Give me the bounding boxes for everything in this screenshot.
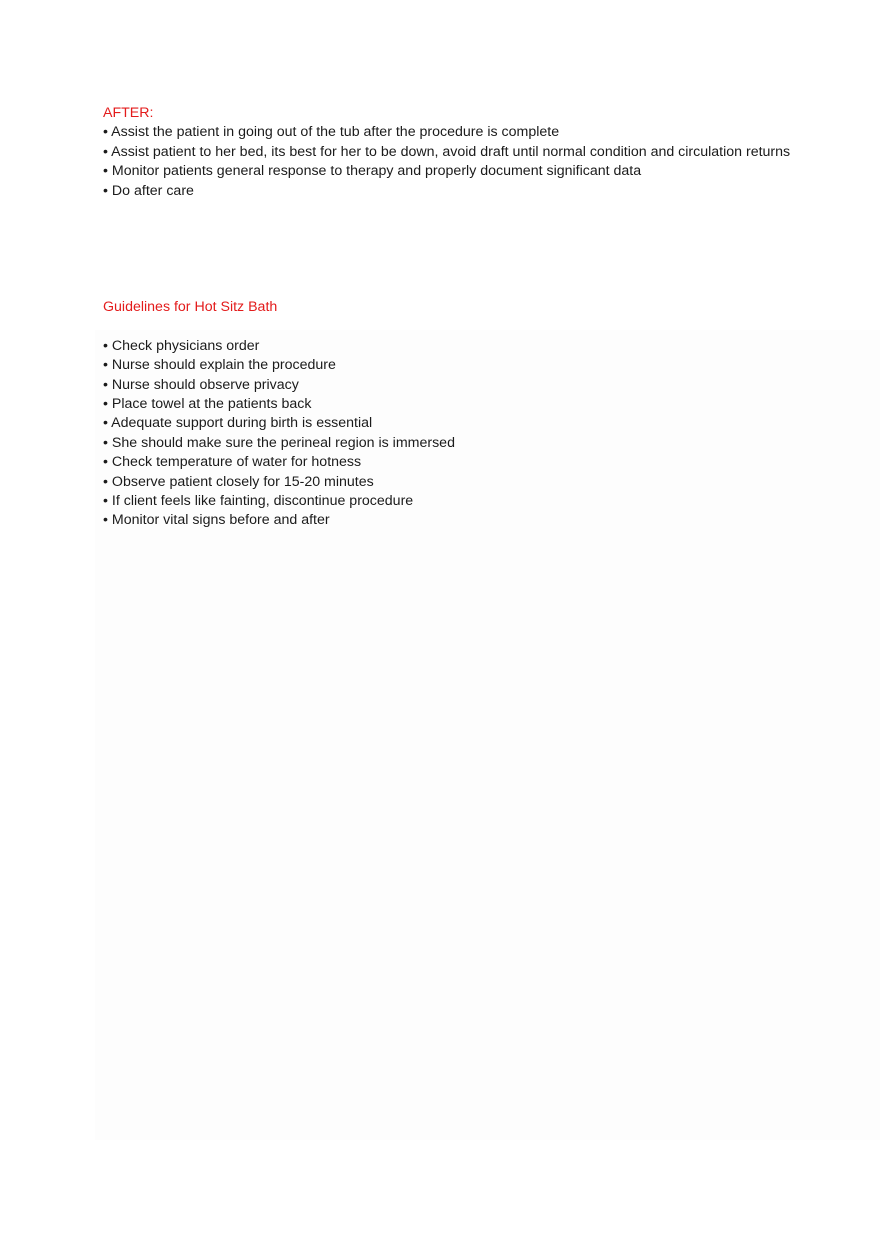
- spacer: [103, 317, 803, 336]
- list-item: [103, 182, 803, 201]
- bullet-icon: •: [103, 337, 108, 354]
- list-item: [103, 511, 803, 530]
- list-item: [103, 162, 803, 181]
- list-item: [103, 414, 803, 433]
- bullet-icon: •: [103, 512, 108, 529]
- list-item-text: Assist the patient in going out of the tub after the procedure is complete: [111, 124, 560, 141]
- list-item: [103, 492, 803, 511]
- list-item-text: Place towel at the patients back: [111, 396, 312, 413]
- list-item-text: Do after care: [111, 182, 194, 199]
- list-item-text: Check physicians order: [111, 337, 260, 354]
- list-item-text: Check temperature of water for hotness: [111, 454, 362, 471]
- bullet-icon: •: [103, 473, 108, 490]
- list-item-text: Monitor vital signs before and after: [111, 512, 330, 529]
- list-item: [103, 453, 803, 472]
- list-item: [103, 337, 803, 356]
- guidelines-heading: Guidelines for Hot Sitz Bath: [103, 299, 278, 315]
- list-item: [103, 434, 803, 453]
- list-item-text: Observe patient closely for 15-20 minutes: [111, 473, 374, 490]
- after-section: [103, 104, 803, 201]
- list-item: [103, 473, 803, 492]
- bullet-icon: •: [103, 434, 108, 451]
- bullet-icon: •: [103, 357, 108, 374]
- bullet-icon: •: [103, 415, 108, 432]
- list-item: [103, 395, 803, 414]
- bullet-icon: •: [103, 182, 108, 199]
- list-item: [103, 123, 803, 142]
- list-item-text: Assist patient to her bed, its best for her to be down, avoid draft until normal condition and circulation returns: [111, 143, 791, 160]
- bullet-icon: •: [103, 143, 108, 160]
- list-item-text: Adequate support during birth is essential: [111, 415, 373, 432]
- list-item: [103, 356, 803, 375]
- after-heading: AFTER:: [103, 105, 154, 121]
- after-list: [103, 123, 803, 201]
- guidelines-section: [103, 298, 803, 531]
- list-item-text: Monitor patients general response to therapy and properly document significant data: [111, 163, 642, 180]
- list-item-text: Nurse should explain the procedure: [111, 357, 336, 374]
- bullet-icon: •: [103, 376, 108, 393]
- bullet-icon: •: [103, 493, 108, 510]
- guidelines-list: [103, 337, 803, 531]
- list-item: [103, 143, 803, 162]
- bullet-icon: •: [103, 124, 108, 141]
- list-item-text: If client feels like fainting, discontinue procedure: [111, 493, 414, 510]
- list-item: [103, 376, 803, 395]
- bullet-icon: •: [103, 396, 108, 413]
- list-item-text: She should make sure the perineal region is immersed: [111, 434, 455, 451]
- bullet-icon: •: [103, 163, 108, 180]
- list-item-text: Nurse should observe privacy: [111, 376, 299, 393]
- bullet-icon: •: [103, 454, 108, 471]
